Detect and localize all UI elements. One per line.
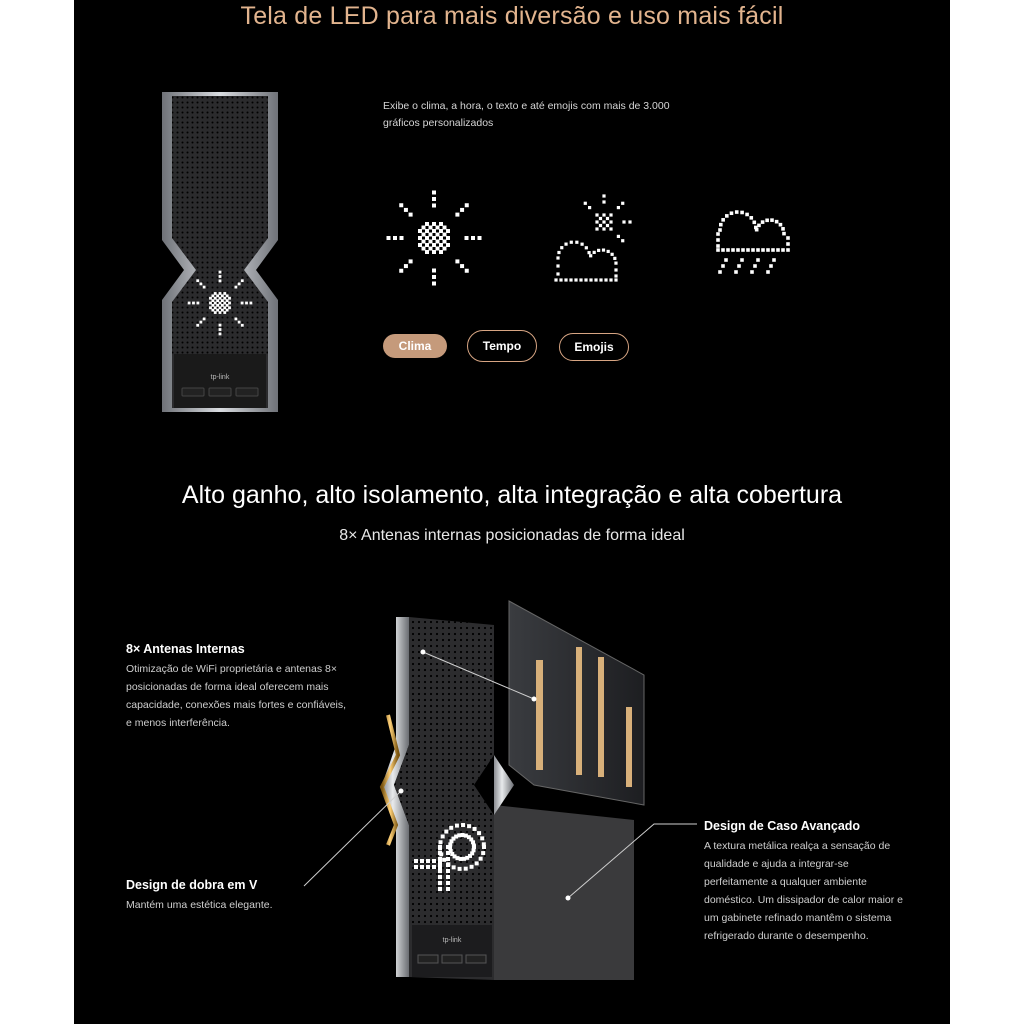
- tab-tempo[interactable]: Tempo: [467, 330, 537, 362]
- svg-text:tp-link: tp-link: [210, 374, 230, 381]
- led-description: Exibe o clima, a hora, o texto e até emojis com mais de 3.000 gráficos personalizados: [383, 100, 670, 129]
- antenna-section-subtitle: 8× Antenas internas posicionadas de forma ideal: [339, 527, 685, 544]
- callout-fold-text: Mantém uma estética elegante.: [126, 899, 273, 911]
- led-section-title: Tela de LED para mais diversão e uso mais fácil: [240, 2, 784, 30]
- product-panel: [74, 0, 950, 1024]
- callout-case-title: Design de Caso Avançado: [704, 819, 861, 833]
- callout-antennas-text: Otimização de WiFi proprietária e antenas 8× posicionadas de forma ideal oferecem mais capacidade, conexões mais fortes e confiáveis, e menos interferência.: [126, 663, 347, 729]
- callout-fold-title: Design de dobra em V: [126, 878, 258, 892]
- svg-text:tp-link: tp-link: [442, 937, 462, 944]
- tab-clima[interactable]: Clima: [383, 334, 447, 358]
- callout-case-text: A textura metálica realça a sensação de qualidade e ajuda a integrar-se perfeitamente a qualquer ambiente doméstico. Um dissipador de calor maior e um gabinete refinado mantêm o sistema refrigerado durante o desempenho.: [704, 840, 903, 942]
- tab-emojis[interactable]: Emojis: [559, 333, 629, 361]
- antenna-section-title: Alto ganho, alto isolamento, alta integração e alta cobertura: [181, 481, 843, 509]
- callout-antennas-title: 8× Antenas Internas: [126, 642, 245, 656]
